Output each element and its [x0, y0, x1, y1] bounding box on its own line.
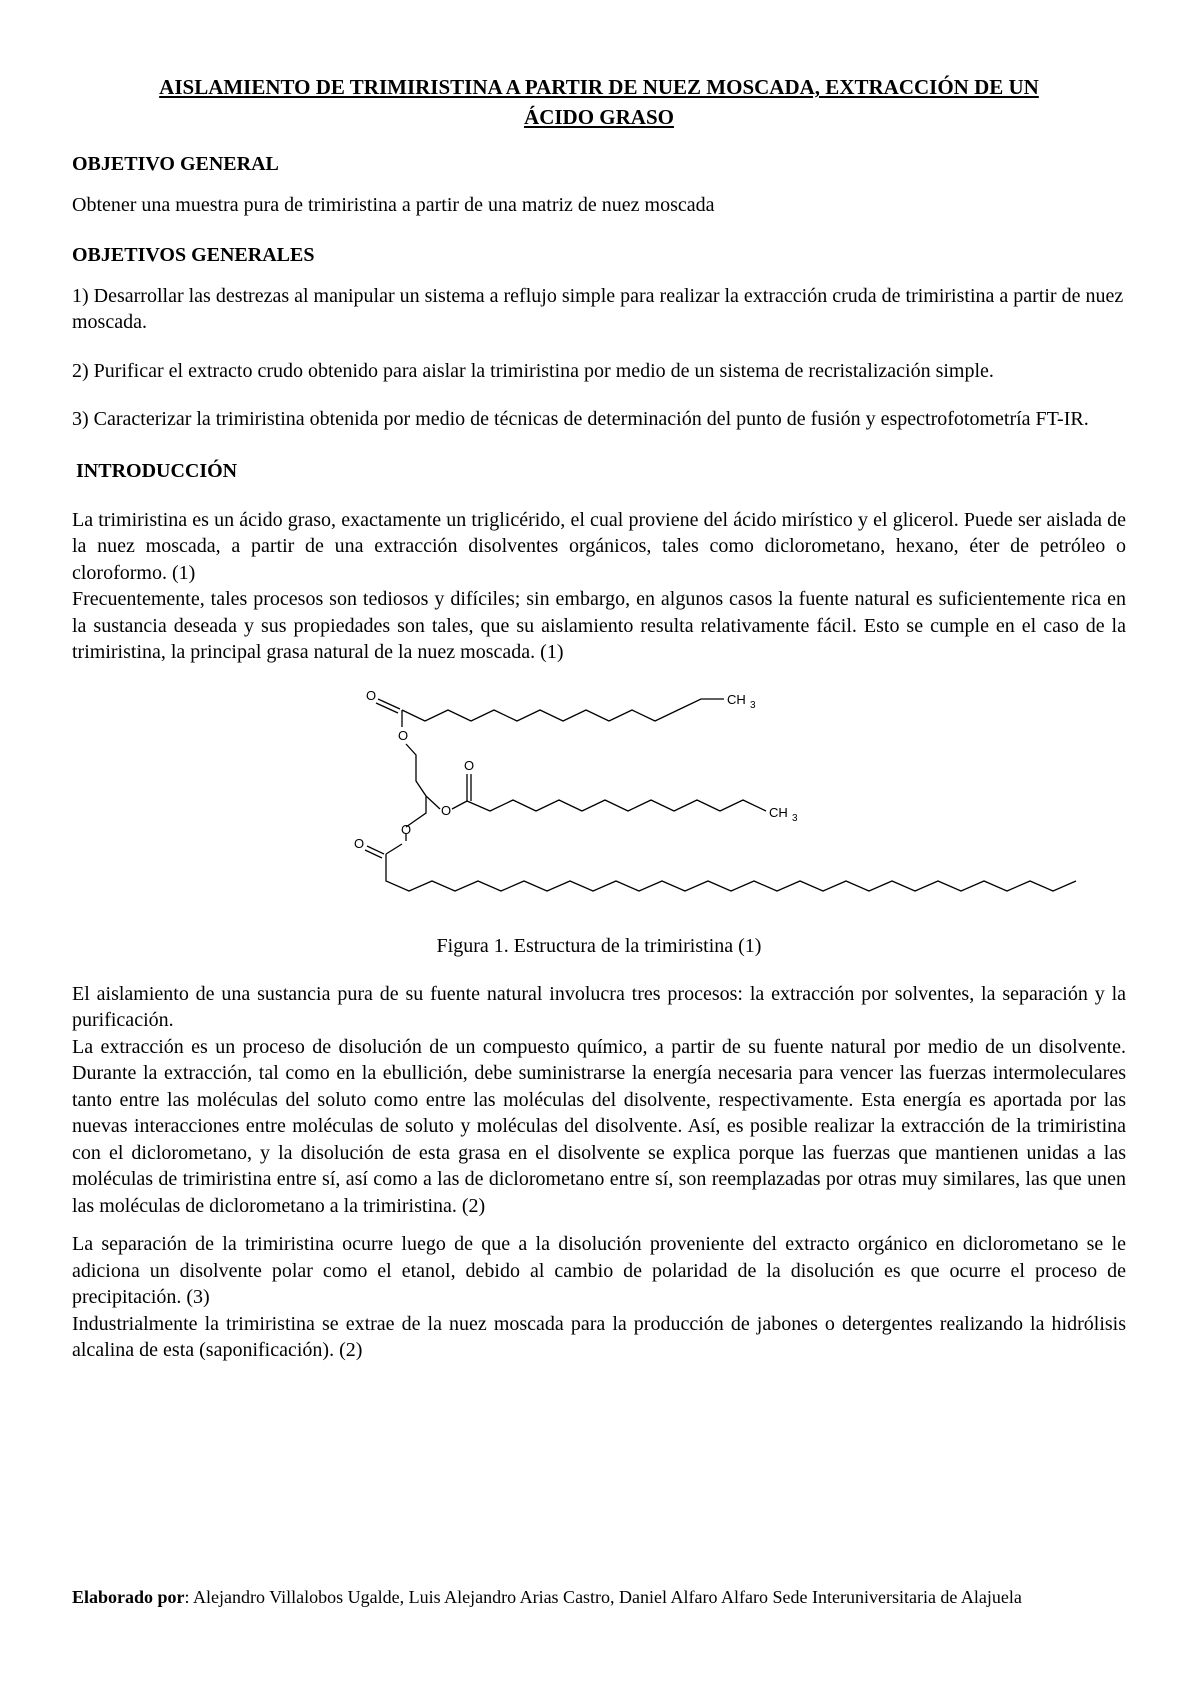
- trimyristin-structure-svg: [72, 678, 1126, 923]
- figure-caption: Figura 1. Estructura de la trimiristina (1): [436, 934, 762, 957]
- objetivo-general-text: Obtener una muestra pura de trimiristina a partir de una matriz de nuez moscada: [72, 194, 715, 216]
- body-paragraph-extraction-intro: El aislamiento de una sustancia pura de su fuente natural involucra tres procesos: la extracción por solventes, la separación y la purificación.: [72, 982, 1126, 1031]
- objetivo-item-2: 2) Purificar el extracto crudo obtenido para aislar la trimiristina por medio de un sistema de recristalización simple.: [72, 359, 994, 382]
- bottom-ester-oxygen: O: [401, 821, 412, 837]
- document-title: [72, 72, 1126, 132]
- glycerol-backbone: [406, 744, 426, 827]
- objetivo-item-3: 3) Caracterizar la trimiristina obtenida por medio de técnicas de determinación del punto de fusión y espectrofotometría FT-IR.: [72, 408, 1089, 430]
- middle-carbonyl-oxygen: O: [464, 757, 475, 773]
- intro-paragraph-1: La trimiristina es un ácido graso, exactamente un triglicérido, el cual proviene del ácido mirístico y el glicerol. Puede ser aislada de la nuez moscada, a partir de una extracción disolventes orgánicos, tales como diclorometano, hexano, éter de petróleo o cloroformo. (1): [72, 508, 1126, 584]
- title-line-1: AISLAMIENTO DE TRIMIRISTINA A PARTIR DE NUEZ MOSCADA, EXTRACCIÓN DE UN: [159, 75, 1039, 99]
- top-ch3-subscript: 3: [750, 699, 756, 711]
- objetivo-item-1: 1) Desarrollar las destrezas al manipular un sistema a reflujo simple para realizar la extracción cruda de trimiristina a partir de nuez moscada.: [72, 284, 1124, 333]
- top-ch3-label: [727, 692, 756, 711]
- bottom-carbonyl-oxygen: O: [354, 835, 365, 851]
- middle-ch3-label: [769, 805, 798, 824]
- objetivos-generales-heading: OBJETIVOS GENERALES: [72, 243, 315, 266]
- footer-label: Elaborado por: [72, 1587, 185, 1607]
- footer-authors: : Alejandro Villalobos Ugalde, Luis Alejandro Arias Castro, Daniel Alfaro Alfaro Sede Interuniversitaria de Alajuela: [184, 1587, 1022, 1607]
- trimyristin-structure-figure: [72, 678, 1126, 923]
- bottom-fatty-chain: [386, 854, 1076, 891]
- middle-fatty-chain: [467, 800, 766, 811]
- top-carbonyl-bond: [378, 699, 400, 709]
- document-footer: [72, 1584, 1126, 1610]
- middle-ester-oxygen: O: [441, 802, 452, 818]
- body-paragraph-industrial: Industrialmente la trimiristina se extrae de la nuez moscada para la producción de jabones o detergentes realizando la hidrólisis alcalina de esta (saponificación). (2): [72, 1312, 1126, 1361]
- objetivo-general-heading: OBJETIVO GENERAL: [72, 153, 279, 175]
- top-carbonyl-oxygen: O: [366, 687, 377, 703]
- middle-ch3-text: CH: [769, 804, 788, 820]
- top-ch3-text: CH: [727, 691, 746, 707]
- body-paragraph-separation: La separación de la trimiristina ocurre luego de que a la disolución proveniente del extracto orgánico en diclorometano se le adiciona un disolvente polar como el etanol, debido al cambio de polaridad de la disolución es que ocurre el proceso de precipitación. (3): [72, 1233, 1126, 1308]
- title-line-2: ÁCIDO GRASO: [524, 105, 674, 129]
- intro-paragraph-2: Frecuentemente, tales procesos son tediosos y difíciles; sin embargo, en algunos casos la fuente natural es suficientemente rica en la sustancia deseada y sus propiedades son tales, que su aislamiento resulta relativamente fácil. Esto se cumple en el caso de la trimiristina, la principal grasa natural de la nuez moscada. (1): [72, 588, 1126, 663]
- middle-ch3-subscript: 3: [792, 812, 798, 824]
- introduccion-heading: INTRODUCCIÓN: [76, 459, 238, 482]
- body-paragraph-extraction: La extracción es un proceso de disolución de un compuesto químico, a partir de su fuente natural por medio de un disolvente. Durante la extracción, tal como en la ebullición, debe suministrarse la energía necesaria para vencer las fuerzas intermoleculares tanto entre las moléculas del soluto como entre las moléculas del disolvente, respectivamente. Esta energía es aportada por las nuevas interacciones entre moléculas de soluto y moléculas del disolvente. Así, es posible realizar la extracción de la trimiristina con el diclorometano, y la disolución de esta grasa en el disolvente se explica porque las fuerzas que mantienen unidas a las moléculas de trimiristina entre sí, así como a las de diclorometano entre sí, son reemplazadas por otras muy similares, las que unen las moléculas de diclorometano a la trimiristina. (2): [72, 1035, 1126, 1217]
- top-fatty-chain: [402, 699, 724, 721]
- top-ester-oxygen: O: [398, 727, 409, 743]
